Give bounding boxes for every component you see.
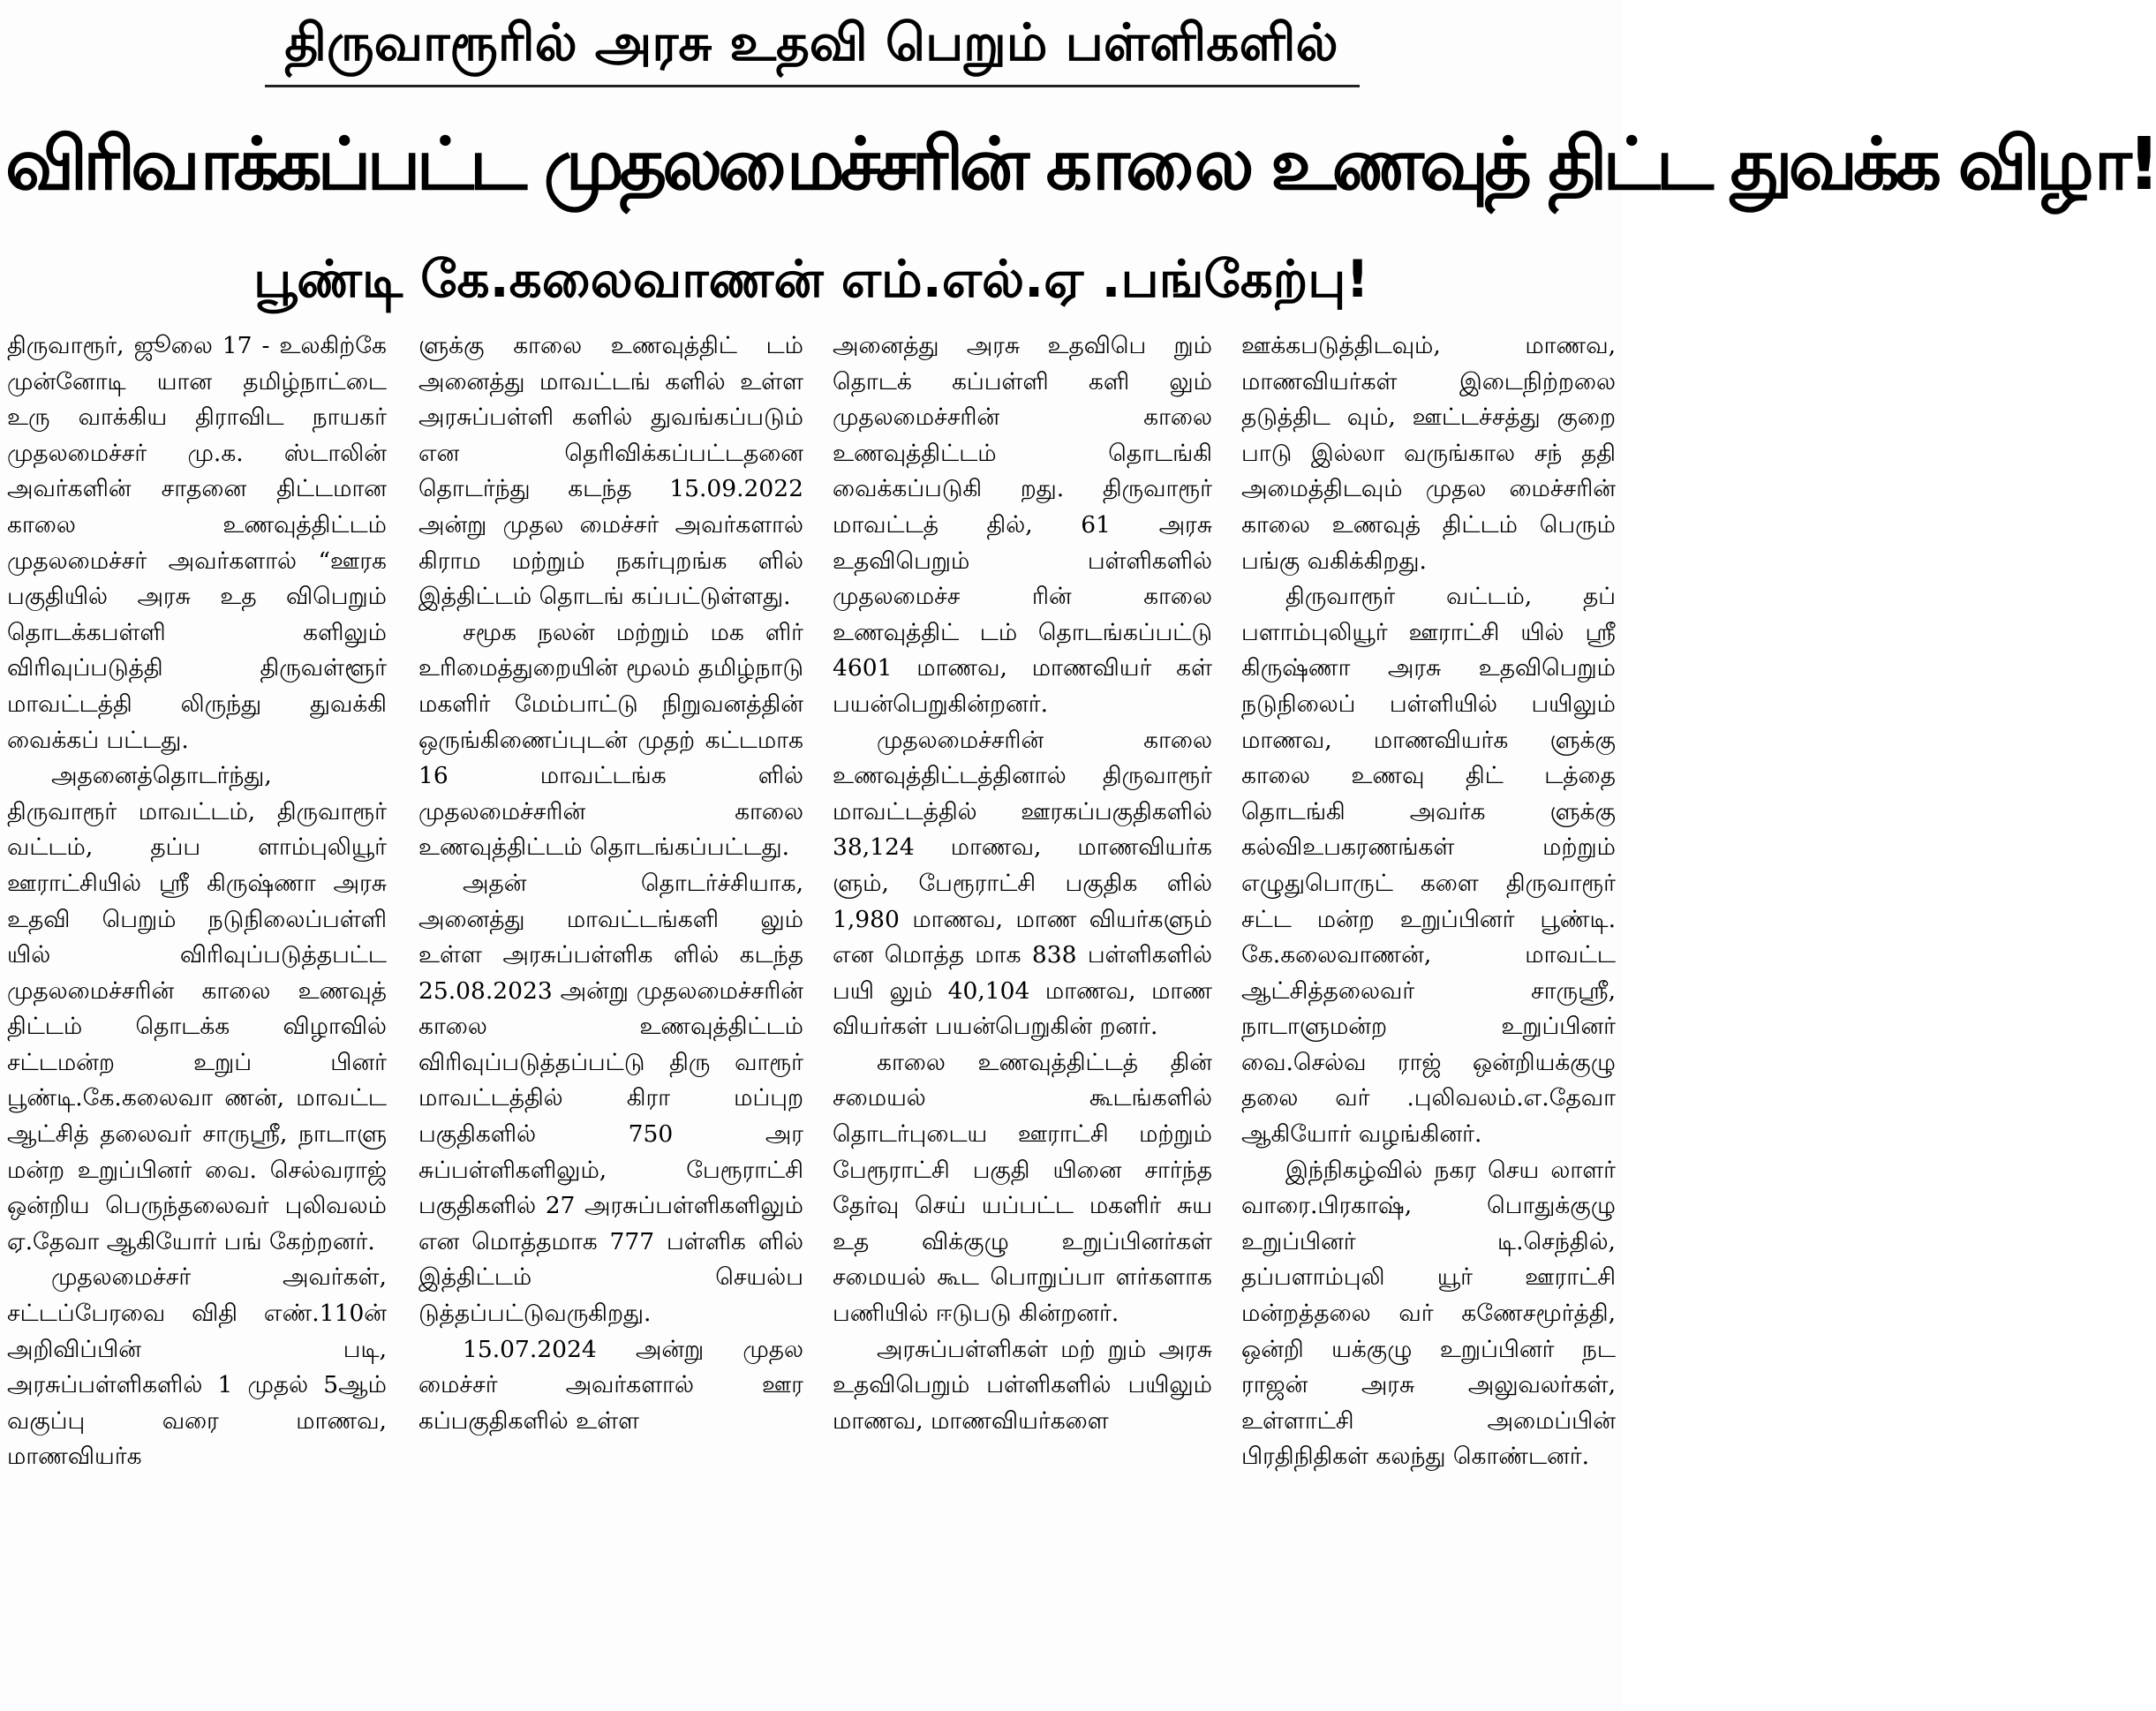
article-headline: விரிவாக்கப்பட்ட முதலமைச்சரின் காலை உணவுத் திட்ட துவக்க விழா! bbox=[5, 123, 2156, 207]
article-subheadline: பூண்டி கே.கலைவாணன் எம்.எல்.ஏ .பங்கேற்பு! bbox=[253, 249, 1369, 309]
paragraph: 15.07.2024 அன்று முதல மைச்சர் அவர்களால் ஊர கப்பகுதிகளில் உள்ள bbox=[418, 1335, 803, 1435]
paragraph: சமூக நலன் மற்றும் மக ளிர் உரிமைத்துறையின் மூலம் தமிழ்நாடு மகளிர் மேம்பாட்டு நிறுவனத்தின் ஒருங்கிணைப்புடன் முதற் கட்டமாக 16 மாவட்டங்க ளில் முதலமைச்சரின் காலை உணவுத்திட்டம் தொடங்கப்பட்டது. bbox=[418, 618, 803, 862]
paragraph: முதலமைச்சர் அவர்கள், சட்டப்பேரவை விதி எண்.110ன் அறிவிப்பின் படி, அரசுப்பள்ளிகளில் 1 முதல் 5ஆம் வகுப்பு வரை மாணவ, மாணவியர்க bbox=[7, 1263, 387, 1471]
paragraph: அதனைத்தொடர்ந்து, திருவாரூர் மாவட்டம், திருவாரூர் வட்டம், தப்ப ளாம்புலியூர் ஊராட்சியில் ஸ்ரீ கிருஷ்ணா அரசு உதவி பெறும் நடுநிலைப்பள்ளி யில் விரிவுப்படுத்தபட்ட முதலமைச்சரின் காலை உணவுத் திட்டம் தொடக்க விழாவில் சட்டமன்ற உறுப் பினர் பூண்டி.கே.கலைவா ணன், மாவட்ட ஆட்சித் தலைவர் சாருஸ்ரீ, நாடாளு மன்ற உறுப்பினர் வை. செல்வராஜ் ஒன்றிய பெருந்தலைவர் புலிவலம் ஏ.தேவா ஆகியோர் பங் கேற்றனர். bbox=[7, 762, 387, 1255]
paragraph: திருவாரூர், ஜூலை 17 - உலகிற்கே முன்னோடி யான தமிழ்நாட்டை உரு வாக்கிய திராவிட நாயகர் முதலமைச்சர் மு.க. ஸ்டாலின் அவர்களின் சாதனை திட்டமான காலை உணவுத்திட்டம் முதலமைச்சர் அவர்களால் “ஊரக பகுதியில் அரசு உத விபெறும் தொடக்கபள்ளி களிலும் விரிவுப்படுத்தி திருவள்ளூர் மாவட்டத்தி லிருந்து துவக்கி வைக்கப் பட்டது. bbox=[7, 332, 387, 754]
paragraph: முதலமைச்சரின் காலை உணவுத்திட்டத்தினால் திருவாரூர் மாவட்டத்தில் ஊரகப்பகுதிகளில் 38,124 மாணவ, மாணவியர்க ளும், பேரூராட்சி பகுதிக ளில் 1,980 மாணவ, மாண வியர்களும் என மொத்த மாக 838 பள்ளிகளில் பயி லும் 40,104 மாணவ, மாண வியர்கள் பயன்பெறுகின் றனர். bbox=[833, 726, 1212, 1041]
text-column-1 bbox=[7, 328, 387, 1706]
paragraph: அதன் தொடர்ச்சியாக, அனைத்து மாவட்டங்களி லும் உள்ள அரசுப்பள்ளிக ளில் கடந்த 25.08.2023 அன்று முதலமைச்சரின் காலை உணவுத்திட்டம் விரிவுப்படுத்தப்பட்டு திரு வாரூர் மாவட்டத்தில் கிரா மப்புற பகுதிகளில் 750 அர சுப்பள்ளிகளிலும், பேரூராட்சி பகுதிகளில் 27 அரசுப்பள்ளிகளிலும் என மொத்தமாக 777 பள்ளிக ளில் இத்திட்டம் செயல்ப டுத்தப்பட்டுவருகிறது. bbox=[418, 869, 803, 1328]
text-column-4 bbox=[1241, 328, 1616, 1706]
paragraph: இந்நிகழ்வில் நகர செய லாளர் வாரை.பிரகாஷ், பொதுக்குழு உறுப்பினர் டி.செந்தில், தப்பளாம்புலி யூர் ஊராட்சி மன்றத்தலை வர் கணேசமூர்த்தி, ஒன்றி யக்குழு உறுப்பினர் நட ராஜன் அரசு அலுவலர்கள், உள்ளாட்சி அமைப்பின் பிரதிநிதிகள் கலந்து கொண்டனர். bbox=[1241, 1156, 1616, 1471]
article-body bbox=[7, 328, 1617, 1707]
paragraph: திருவாரூர் வட்டம், தப் பளாம்புலியூர் ஊராட்சி யில் ஸ்ரீ கிருஷ்ணா அரசு உதவிபெறும் நடுநிலைப் பள்ளியில் பயிலும் மாணவ, மாணவியர்க ளுக்கு காலை உணவு திட் டத்தை தொடங்கி அவர்க ளுக்கு கல்விஉபகரணங்கள் மற்றும் எழுதுபொருட் களை திருவாரூர் சட்ட மன்ற உறுப்பினர் பூண்டி. கே.கலைவாணன், மாவட்ட ஆட்சித்தலைவர் சாருஸ்ரீ, நாடாளுமன்ற உறுப்பினர் வை.செல்வ ராஜ் ஒன்றியக்குழு தலை வர் .புலிவலம்.எ.தேவா ஆகியோர் வழங்கினர். bbox=[1241, 583, 1616, 1149]
paragraph: ளுக்கு காலை உணவுத்திட் டம் அனைத்து மாவட்டங் களில் உள்ள அரசுப்பள்ளி களில் துவங்கப்படும் என தெரிவிக்கப்பட்டதனை தொடர்ந்து கடந்த 15.09.2022 அன்று முதல மைச்சர் அவர்களால் கிராம மற்றும் நகர்புறங்க ளில் இத்திட்டம் தொடங் கப்பட்டுள்ளது. bbox=[418, 332, 803, 611]
text-column-2 bbox=[418, 328, 803, 1706]
kicker-divider bbox=[265, 85, 1360, 87]
paragraph: ஊக்கபடுத்திடவும், மாணவ, மாணவியர்கள் இடைநிற்றலை தடுத்திட வும், ஊட்டச்சத்து குறை பாடு இல்லா வருங்கால சந் ததி அமைத்திடவும் முதல மைச்சரின் காலை உணவுத் திட்டம் பெரும் பங்கு வகிக்கிறது. bbox=[1241, 332, 1616, 575]
text-column-3 bbox=[833, 328, 1212, 1706]
paragraph: அரசுப்பள்ளிகள் மற் றும் அரசு உதவிபெறும் பள்ளிகளில் பயிலும் மாணவ, மாணவியர்களை bbox=[833, 1335, 1212, 1435]
article-kicker: திருவாரூரில் அரசு உதவி பெறும் பள்ளிகளில் bbox=[284, 12, 1338, 72]
paragraph: அனைத்து அரசு உதவிபெ றும் தொடக் கப்பள்ளி களி லும் முதலமைச்சரின் காலை உணவுத்திட்டம் தொடங்கி வைக்கப்படுகி றது. திருவாரூர் மாவட்டத் தில், 61 அரசு உதவிபெறும் பள்ளிகளில் முதலமைச்ச ரின் காலை உணவுத்திட் டம் தொடங்கப்பட்டு 4601 மாணவ, மாணவியர் கள் பயன்பெறுகின்றனர். bbox=[833, 332, 1212, 718]
paragraph: காலை உணவுத்திட்டத் தின் சமையல் கூடங்களில் தொடர்புடைய ஊராட்சி மற்றும் பேரூராட்சி பகுதி யினை சார்ந்த தேர்வு செய் யப்பட்ட மகளிர் சுய உத விக்குழு உறுப்பினர்கள் சமையல் கூட பொறுப்பா ளர்களாக பணியில் ஈடுபடு கின்றனர். bbox=[833, 1048, 1212, 1328]
